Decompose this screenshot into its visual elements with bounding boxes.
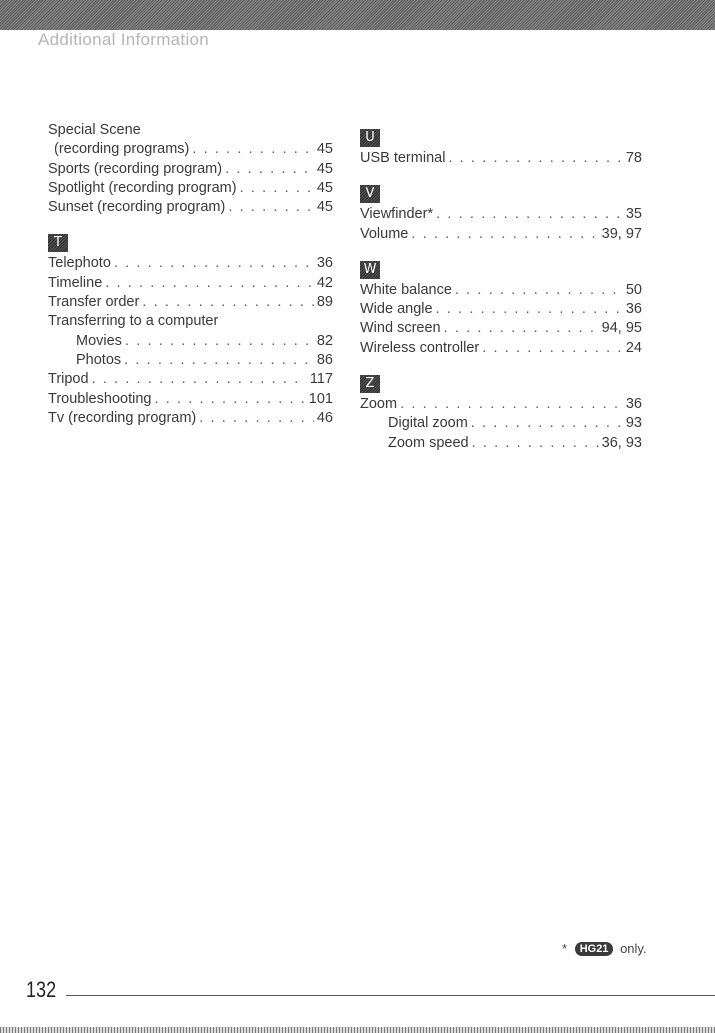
bottom-scan-band — [0, 1027, 715, 1033]
index-term: Spotlight (recording program) — [48, 179, 237, 196]
index-entry — [48, 370, 333, 389]
dot-leader — [436, 205, 623, 224]
dot-leader — [225, 160, 314, 179]
index-heading-transferring: Transferring to a computer — [48, 313, 219, 330]
section-title: Additional Information — [38, 30, 210, 49]
page-number: 132 — [26, 977, 57, 1002]
page-ref: 36 — [316, 255, 333, 272]
index-term: Wind screen — [360, 320, 441, 337]
index-column-right — [360, 128, 642, 453]
index-term: USB terminal — [360, 150, 446, 166]
dot-leader — [411, 225, 598, 244]
index-entry — [360, 225, 642, 244]
index-term: Movies — [76, 332, 122, 349]
index-term: (recording programs) — [54, 141, 190, 158]
page-ref: 86 — [316, 351, 333, 368]
footnote-text: only. — [620, 941, 647, 956]
page-ref: 89 — [316, 294, 333, 311]
dot-leader — [199, 409, 314, 428]
index-term: Troubleshooting — [48, 390, 152, 407]
page-ref: 78 — [625, 150, 642, 166]
index-entry — [48, 390, 333, 409]
page-ref: 45 — [316, 160, 333, 177]
dot-leader — [114, 254, 314, 273]
footnote-asterisk: * — [562, 941, 568, 956]
dot-leader — [482, 339, 623, 358]
index-entry — [48, 274, 333, 293]
index-entry — [360, 205, 642, 224]
dot-leader — [192, 140, 313, 159]
index-entry — [48, 140, 333, 159]
dot-leader — [105, 274, 314, 293]
letter-badge-w: W — [360, 261, 380, 279]
index-term: Volume — [360, 225, 409, 242]
index-sub-entry — [360, 414, 642, 433]
index-entry — [360, 319, 642, 338]
index-term: Wireless controller — [360, 339, 480, 356]
page-ref: 24 — [625, 339, 642, 356]
index-entry — [360, 395, 642, 414]
index-term: Zoom speed — [388, 434, 469, 451]
dot-leader — [92, 370, 307, 389]
dot-leader — [436, 300, 623, 319]
page-ref: 117 — [309, 371, 333, 388]
dot-leader — [448, 149, 622, 168]
index-entry — [48, 409, 333, 428]
dot-leader — [400, 395, 623, 414]
page-ref: 93 — [625, 415, 642, 432]
index-term: Timeline — [48, 274, 103, 291]
index-term: White balance — [360, 281, 452, 298]
dot-leader — [154, 390, 305, 409]
dot-leader — [240, 179, 314, 198]
dot-leader — [472, 434, 599, 453]
dot-leader — [444, 319, 599, 338]
index-term: Zoom — [360, 396, 398, 413]
index-column-left — [48, 121, 333, 428]
footnote — [562, 941, 647, 956]
top-banner — [0, 0, 715, 30]
index-term: Telephoto — [48, 255, 111, 272]
index-entry — [48, 160, 333, 179]
index-term: Tripod — [48, 371, 89, 388]
letter-badge-v: V — [360, 185, 380, 203]
index-term: Sports (recording program) — [48, 160, 223, 177]
index-term: Wide angle — [360, 301, 433, 318]
model-badge: HG21 — [575, 942, 614, 956]
dot-leader — [228, 198, 314, 217]
footer-rule — [66, 995, 715, 996]
page-ref: 82 — [316, 332, 333, 349]
dot-leader — [455, 281, 623, 300]
index-sub-entry — [48, 332, 333, 351]
index-entry — [360, 339, 642, 358]
index-sub-entry — [360, 434, 642, 453]
index-sub-entry — [48, 351, 333, 370]
page-ref: 45 — [316, 179, 333, 196]
page-ref: 101 — [308, 390, 333, 407]
index-term: Digital zoom — [388, 415, 468, 432]
page-ref: 50 — [625, 281, 642, 298]
page-ref: 42 — [316, 274, 333, 291]
dot-leader — [142, 293, 314, 312]
index-entry — [360, 149, 642, 168]
index-entry — [360, 281, 642, 300]
index-heading-special-scene: Special Scene — [48, 122, 141, 138]
page-ref: 35 — [625, 206, 642, 223]
page-ref: 94, 95 — [601, 320, 642, 337]
index-term: Viewfinder* — [360, 206, 434, 223]
page-ref: 36 — [625, 301, 642, 318]
page-ref: 46 — [316, 409, 333, 426]
page-ref: 45 — [316, 199, 333, 216]
letter-badge-t: T — [48, 234, 68, 252]
index-term: Sunset (recording program) — [48, 199, 226, 216]
index-term: Photos — [76, 351, 122, 368]
index-entry — [360, 300, 642, 319]
dot-leader — [124, 351, 314, 370]
index-entry — [48, 254, 333, 273]
index-term: Transfer order — [48, 294, 140, 311]
index-entry — [48, 198, 333, 217]
page-ref: 45 — [316, 141, 333, 158]
index-entry — [48, 293, 333, 312]
letter-badge-u: U — [360, 129, 380, 147]
page-ref: 36, 93 — [601, 434, 642, 451]
letter-badge-z: Z — [360, 375, 380, 393]
page-ref: 36 — [625, 396, 642, 413]
dot-leader — [471, 414, 623, 433]
index-term: Tv (recording program) — [48, 409, 197, 426]
page-ref: 39, 97 — [601, 225, 642, 242]
dot-leader — [125, 332, 314, 351]
index-entry — [48, 179, 333, 198]
